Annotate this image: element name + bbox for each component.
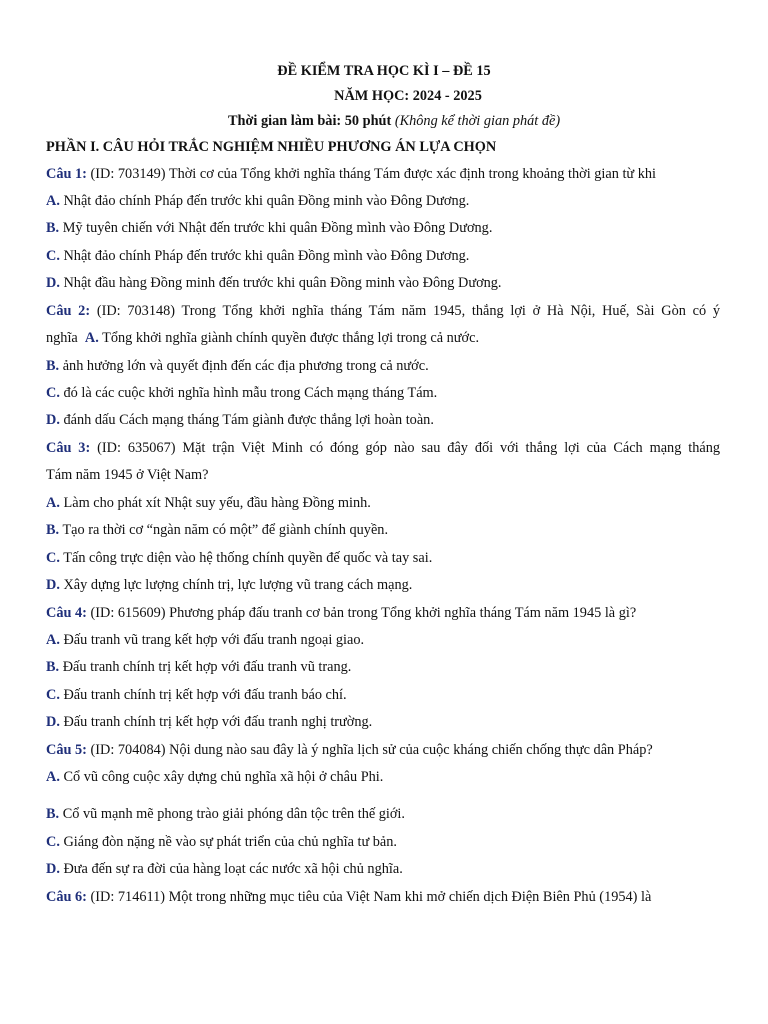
question-text: (ID: 703149) Thời cơ của Tổng khởi nghĩa tháng Tám được xác định trong khoảng thời gian từ khi — [90, 166, 657, 182]
q4-option-b — [46, 658, 351, 676]
school-year: NĂM HỌC: 2024 - 2025 — [334, 88, 482, 104]
time-limit-note: (Không kể thời gian phát đề) — [394, 113, 561, 129]
option-label: D. — [46, 412, 60, 428]
q3-option-a — [46, 494, 371, 512]
option-text: ảnh hưởng lớn và quyết định đến các địa phương trong cả nước. — [62, 358, 429, 374]
option-label: A. — [46, 495, 60, 511]
exam-title: ĐỀ KIỂM TRA HỌC KÌ I – ĐỀ 15 — [277, 63, 491, 79]
option-label: D. — [46, 275, 60, 291]
option-label: B. — [46, 659, 60, 675]
option-text: đánh dấu Cách mạng tháng Tám giành được thắng lợi hoàn toàn. — [63, 412, 434, 428]
option-label: D. — [46, 577, 60, 593]
option-text: Đấu tranh vũ trang kết hợp với đấu tranh ngoại giao. — [63, 632, 365, 648]
q4-option-d — [46, 713, 372, 731]
option-label: C. — [46, 385, 60, 401]
q1-option-c — [46, 247, 469, 265]
q3-option-b — [46, 521, 388, 539]
q5-option-c — [46, 833, 397, 851]
question-2 — [46, 302, 720, 320]
question-label: Câu 2: — [46, 303, 91, 319]
option-label: D. — [46, 861, 60, 877]
option-text: Tạo ra thời cơ “ngàn năm có một” để giành chính quyền. — [62, 522, 389, 538]
option-label: A. — [84, 330, 99, 346]
question-6 — [46, 888, 651, 906]
option-label: C. — [46, 834, 60, 850]
q1-option-a — [46, 192, 469, 210]
option-label: D. — [46, 714, 60, 730]
question-3 — [46, 439, 720, 457]
q1-option-d — [46, 274, 502, 292]
option-text: Đấu tranh chính trị kết hợp với đấu tranh báo chí. — [63, 687, 347, 703]
option-label: C. — [46, 687, 60, 703]
option-label: A. — [46, 769, 60, 785]
question-text: (ID: 635067) Mặt trận Việt Minh có đóng góp nào sau đây đối với thắng lợi của Cách mạng tháng — [97, 440, 720, 456]
q2-option-d — [46, 411, 434, 429]
section-heading: PHẦN I. CÂU HỎI TRẮC NGHIỆM NHIỀU PHƯƠNG ÁN LỰA CHỌN — [46, 139, 497, 155]
question-text: (ID: 714611) Một trong những mục tiêu của Việt Nam khi mở chiến dịch Điện Biên Phủ (1954) là — [90, 889, 652, 905]
option-text: Cổ vũ công cuộc xây dựng chủ nghĩa xã hội ở châu Phi. — [63, 769, 384, 785]
q3-option-d — [46, 576, 412, 594]
question-label: Câu 6: — [46, 889, 87, 905]
q2-option-b — [46, 357, 429, 375]
option-text: Nhật đảo chính Pháp đến trước khi quân Đồng minh vào Đông Dương. — [63, 193, 470, 209]
q1-option-b — [46, 219, 492, 237]
question-text: (ID: 704084) Nội dung nào sau đây là ý nghĩa lịch sử của cuộc kháng chiến chống thực dân Pháp? — [90, 742, 653, 758]
question-text: nghĩa — [46, 330, 78, 346]
option-text: Xây dựng lực lượng chính trị, lực lượng vũ trang cách mạng. — [63, 577, 413, 593]
option-text: Tấn công trực diện vào hệ thống chính quyền đế quốc và tay sai. — [63, 550, 433, 566]
option-text: Đấu tranh chính trị kết hợp với đấu tranh nghị trường. — [63, 714, 373, 730]
option-label: C. — [46, 248, 60, 264]
time-limit — [228, 112, 560, 130]
option-label: B. — [46, 522, 60, 538]
question-label: Câu 1: — [46, 166, 87, 182]
option-label: C. — [46, 550, 60, 566]
question-label: Câu 4: — [46, 605, 87, 621]
option-text: Làm cho phát xít Nhật suy yếu, đầu hàng Đồng minh. — [63, 495, 371, 511]
option-label: A. — [46, 193, 60, 209]
q3-line-2: Tám năm 1945 ở Việt Nam? — [46, 467, 209, 483]
question-label: Câu 5: — [46, 742, 87, 758]
question-1 — [46, 165, 656, 183]
q4-option-a — [46, 631, 364, 649]
option-text: Đưa đến sự ra đời của hàng loạt các nước xã hội chủ nghĩa. — [63, 861, 403, 877]
option-text: Cổ vũ mạnh mẽ phong trào giải phóng dân tộc trên thế giới. — [62, 806, 405, 822]
option-text: Nhật đầu hàng Đồng minh đến trước khi quân Đồng minh vào Đông Dương. — [63, 275, 502, 291]
option-text: đó là các cuộc khởi nghĩa hình mẫu trong Cách mạng tháng Tám. — [63, 385, 438, 401]
question-4 — [46, 604, 636, 622]
option-text: Mỹ tuyên chiến với Nhật đến trước khi quân Đồng mình vào Đông Dương. — [62, 220, 493, 236]
option-label: B. — [46, 806, 60, 822]
question-text: (ID: 703148) Trong Tổng khởi nghĩa tháng Tám năm 1945, thắng lợi ở Hà Nội, Huế, Sài Gòn có ý — [96, 303, 720, 319]
option-text: Giáng đòn nặng nề vào sự phát triển của chủ nghĩa tư bản. — [63, 834, 397, 850]
question-text: (ID: 615609) Phương pháp đấu tranh cơ bản trong Tổng khởi nghĩa tháng Tám năm 1945 là gì? — [90, 605, 637, 621]
option-label: A. — [46, 632, 60, 648]
option-label: B. — [46, 220, 60, 236]
q5-option-d — [46, 860, 403, 878]
question-label: Câu 3: — [46, 440, 91, 456]
q5-option-a — [46, 768, 383, 786]
option-text: Đấu tranh chính trị kết hợp với đấu tranh vũ trang. — [62, 659, 352, 675]
q3-option-c — [46, 549, 432, 567]
q2-option-a: Tổng khởi nghĩa giành chính quyền được thắng lợi trong cả nước. — [102, 330, 480, 346]
q5-option-b — [46, 805, 405, 823]
q2-option-c — [46, 384, 437, 402]
question-5 — [46, 741, 653, 759]
q4-option-c — [46, 686, 347, 704]
time-limit-bold: Thời gian làm bài: 50 phút — [228, 113, 392, 129]
option-label: B. — [46, 358, 60, 374]
q2-line-2 — [46, 329, 479, 347]
option-text: Nhật đảo chính Pháp đến trước khi quân Đồng mình vào Đông Dương. — [63, 248, 470, 264]
